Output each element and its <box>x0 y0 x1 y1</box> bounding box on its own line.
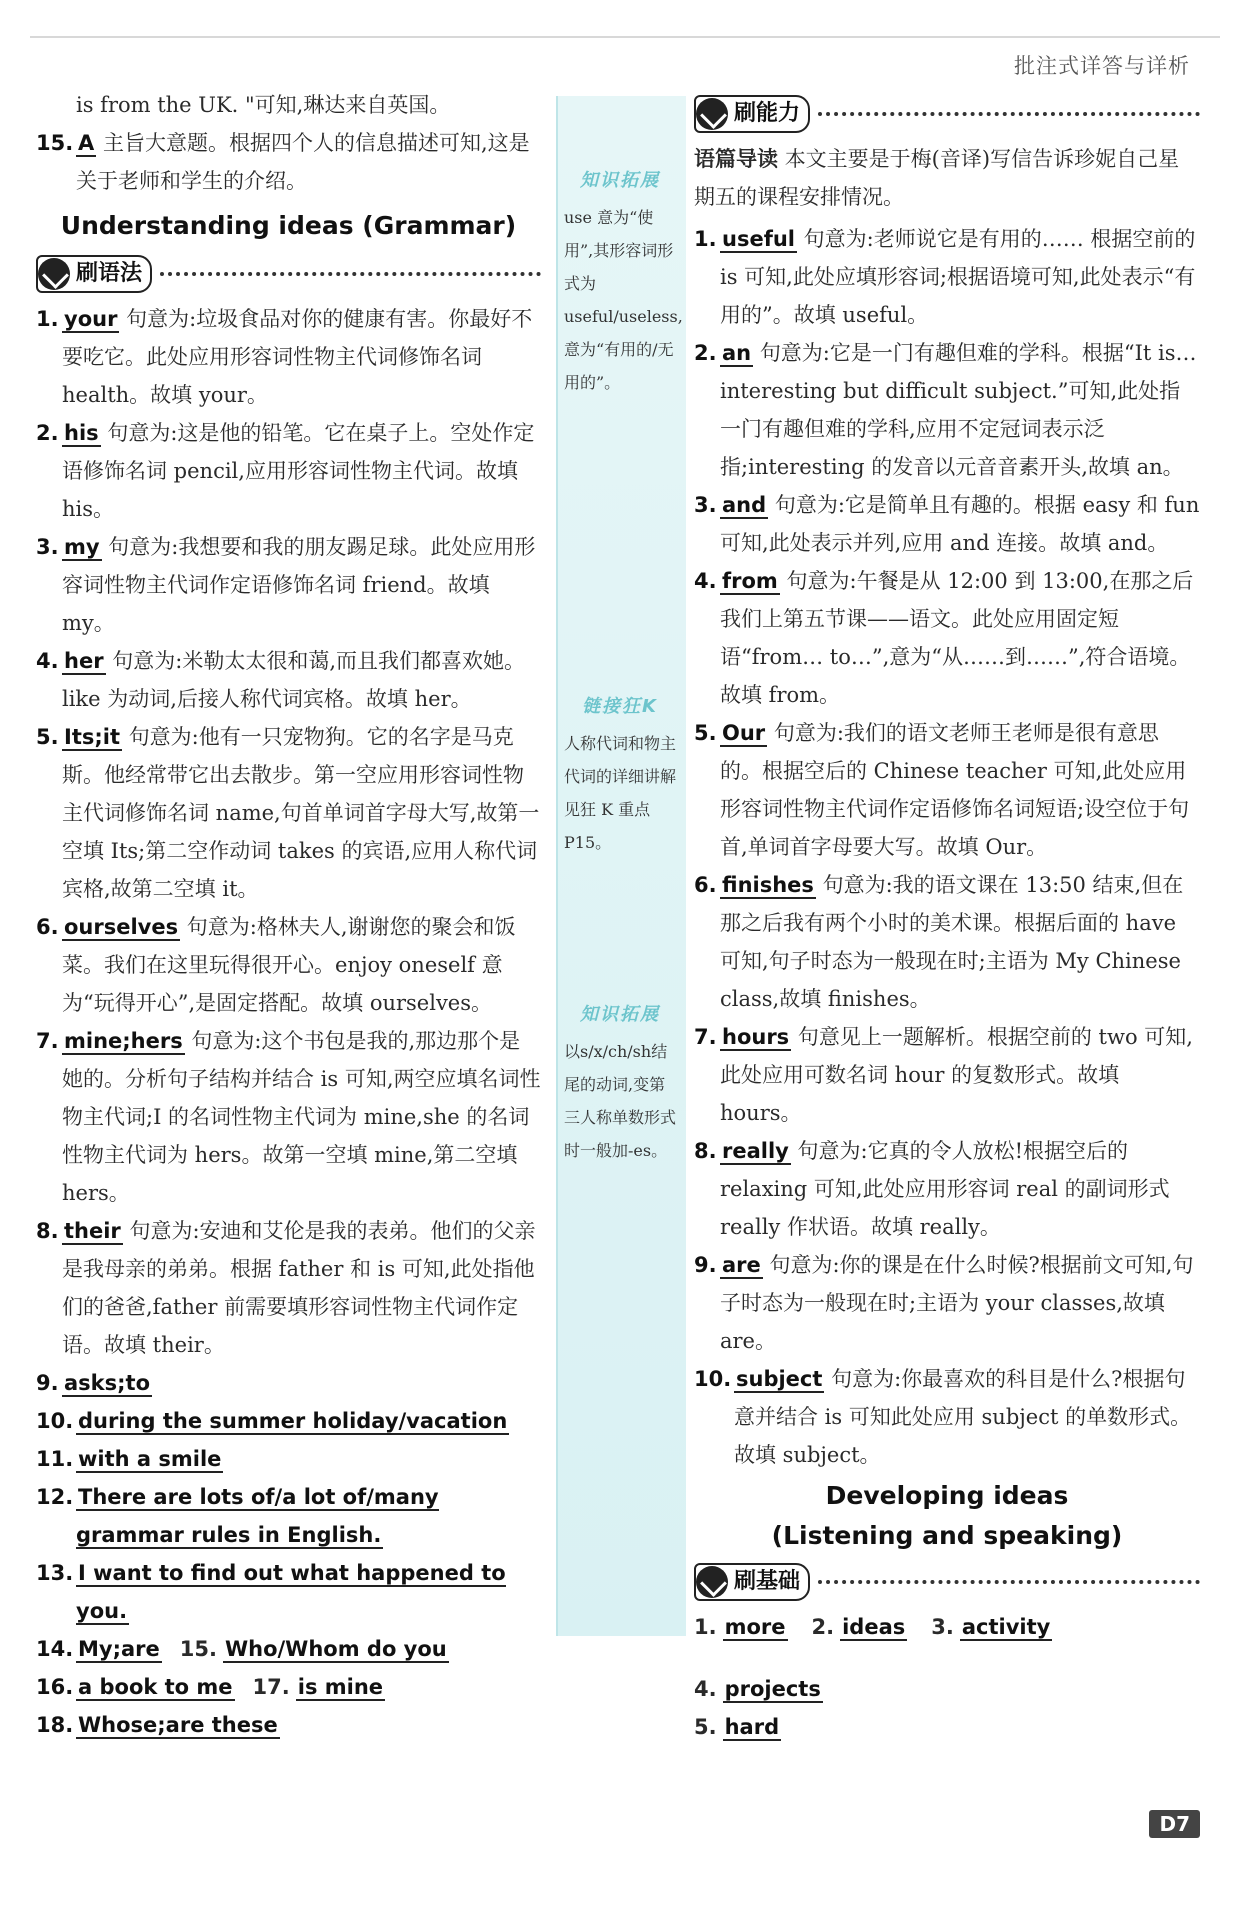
item-number: 5. <box>694 1715 717 1739</box>
item-answer: his <box>64 421 99 445</box>
pen-icon <box>696 98 728 130</box>
dotted-divider <box>160 272 541 276</box>
note-title: 知识拓展 <box>580 1004 660 1025</box>
item-number: 14. <box>36 1637 74 1661</box>
item-answer: her <box>64 649 104 673</box>
item-answer: more <box>724 1615 786 1639</box>
section-title: Understanding ideas (Grammar) <box>60 211 517 240</box>
item-number: 3. <box>694 493 717 517</box>
item-number: 6. <box>36 915 59 939</box>
item-number: 7. <box>694 1025 717 1049</box>
header-title: 批注式详答与详析 <box>1014 54 1190 78</box>
item-explanation: 句意为:它真的令人放松!根据空后的 relaxing 可知,此处应用形容词 real 的副词形式 really 作状语。故填 really。 <box>720 1139 1170 1239</box>
item-number: 8. <box>36 1219 59 1243</box>
answer-item <box>36 124 541 200</box>
item-number: 17. <box>252 1675 290 1699</box>
note-knowledge-2 <box>556 998 684 1171</box>
item-number: 1. <box>694 1615 717 1639</box>
item-explanation: 句意为:我们的语文老师王老师是很有意思的。根据空后的 Chinese teacher 可知,此处应用形容词性物主代词作定语修饰名词短语;设空位于句首,单词首字母要大写。故填 Our。 <box>720 721 1190 859</box>
intro-label: 语篇导读 <box>694 147 778 171</box>
item-answer: asks;to <box>64 1371 150 1395</box>
note-knowledge-1 <box>556 164 684 403</box>
answer-item <box>694 1132 1200 1246</box>
section-badge-row <box>694 1560 1200 1604</box>
answer-item <box>694 562 1200 714</box>
item-number: 10. <box>36 1409 74 1433</box>
item-number: 3. <box>36 535 59 559</box>
item-answer: A <box>78 131 95 155</box>
basic-answer <box>694 1608 788 1646</box>
item-answer: your <box>64 307 118 331</box>
item-number: 13. <box>36 1561 74 1585</box>
item-answer: There are lots of/a lot of/many grammar rules in English. <box>76 1485 439 1547</box>
basic-answers-row <box>694 1708 1200 1746</box>
item-number: 3. <box>931 1615 954 1639</box>
item-answer: Our <box>722 721 766 745</box>
pair-cell <box>253 1675 386 1699</box>
item-explanation: 句意为:我想要和我的朋友踢足球。此处应用形容词性物主代词作定语修饰名词 friend。故填 my。 <box>62 535 536 635</box>
badge-label: 刷基础 <box>734 1569 801 1594</box>
section-subtitle: (Listening and speaking) <box>771 1521 1123 1550</box>
section-badge-row <box>694 92 1200 136</box>
answer-item <box>36 414 541 528</box>
answer-item <box>694 866 1200 1018</box>
basic-answers-row <box>694 1608 1200 1708</box>
item-explanation: 主旨大意题。根据四个人的信息描述可知,这是关于老师和学生的介绍。 <box>76 131 530 193</box>
section-title: Developing ideas <box>825 1481 1069 1510</box>
item-answer: really <box>722 1139 789 1163</box>
basic-answer <box>694 1670 823 1708</box>
item-explanation: 句意为:我的语文课在 13:50 结束,但在那之后我有两个小时的美术课。根据后面的 have 可知,句子时态为一般现在时;主语为 My Chinese class,故填 finishes。 <box>720 873 1184 1011</box>
item-answer: ideas <box>842 1615 906 1639</box>
answer-item <box>694 1018 1200 1132</box>
basic-answer <box>694 1708 781 1746</box>
pair-cell <box>180 1637 449 1661</box>
item-answer: an <box>722 341 752 365</box>
page-number: D7 <box>1149 1810 1200 1838</box>
item-number: 8. <box>694 1139 717 1163</box>
item-answer: hard <box>724 1715 780 1739</box>
item-explanation: 句意为:它是简单且有趣的。根据 easy 和 fun 可知,此处表示并列,应用 and 连接。故填 and。 <box>720 493 1200 555</box>
item-answer: my <box>64 535 100 559</box>
note-text: 以s/x/ch/sh结尾的动词,变第三人称单数形式时一般加-es。 <box>564 1042 677 1160</box>
item-answer: Whose;are these <box>78 1713 278 1737</box>
item-number: 1. <box>36 307 59 331</box>
item-answer: are <box>722 1253 761 1277</box>
badge-label: 刷语法 <box>76 261 143 286</box>
item-answer: useful <box>722 227 795 251</box>
item-number: 4. <box>36 649 59 673</box>
item-answer: subject <box>736 1367 823 1391</box>
dotted-divider <box>818 112 1200 116</box>
item-number: 2. <box>694 341 717 365</box>
left-column <box>36 86 541 1744</box>
answer-item <box>36 1402 541 1440</box>
section-badge <box>694 95 810 133</box>
note-title: 知识拓展 <box>580 170 660 191</box>
answer-item <box>694 334 1200 486</box>
note-text: 人称代词和物主代词的详细讲解见狂 K 重点 P15。 <box>564 734 677 852</box>
note-link <box>556 690 684 863</box>
answer-item <box>36 718 541 908</box>
answer-item <box>36 1364 541 1402</box>
answer-item <box>694 1246 1200 1360</box>
answer-item <box>36 1212 541 1364</box>
item-answer: and <box>722 493 767 517</box>
answer-item <box>36 528 541 642</box>
item-answer: ourselves <box>64 915 179 939</box>
item-answer: from <box>722 569 778 593</box>
header-rule <box>30 36 1220 38</box>
item-number: 10. <box>694 1367 732 1391</box>
basic-answer <box>931 1608 1052 1646</box>
section-badge <box>694 1563 810 1601</box>
item-explanation: 句意见上一题解析。根据空前的 two 可知,此处应用可数名词 hour 的复数形式。故填 hours。 <box>720 1025 1193 1125</box>
answer-pair-row <box>36 1706 541 1744</box>
item-answer: activity <box>961 1615 1051 1639</box>
item-answer: hours <box>722 1025 790 1049</box>
item-number: 9. <box>36 1371 59 1395</box>
section-badge <box>36 255 152 293</box>
item-explanation: 句意为:这个书包是我的,那边那个是她的。分析句子结构并结合 is 可知,两空应填名词性物主代词;I 的名词性物主代词为 mine,she 的名词性物主代词为 hers。故第一空填 mine,第二空填 hers。 <box>62 1029 541 1205</box>
item-number: 1. <box>694 227 717 251</box>
item-number: 5. <box>694 721 717 745</box>
item-explanation: 句意为:米勒太太很和蔼,而且我们都喜欢她。like 为动词,后接人称代词宾格。故填 her。 <box>62 649 525 711</box>
item-number: 2. <box>811 1615 835 1639</box>
basic-answer <box>812 1608 908 1646</box>
pair-cell <box>36 1675 235 1699</box>
item-answer: Its;it <box>64 725 120 749</box>
pen-icon <box>696 1566 728 1598</box>
answer-item <box>694 1360 1200 1474</box>
pair-cell <box>36 1637 162 1661</box>
item-number: 7. <box>36 1029 59 1053</box>
item-number: 12. <box>36 1485 74 1509</box>
item-number: 4. <box>694 1677 717 1701</box>
intro-text: 本文主要是于梅(音译)写信告诉珍妮自己星期五的课程安排情况。 <box>694 147 1180 209</box>
item-number: 16. <box>36 1675 74 1699</box>
item-explanation: 句意为:这是他的铅笔。它在桌子上。空处作定语修饰名词 pencil,应用形容词性物主代词。故填 his。 <box>62 421 535 521</box>
item-answer: with a smile <box>78 1447 222 1471</box>
item-number: 15. <box>36 131 74 155</box>
badge-label: 刷能力 <box>734 101 801 126</box>
answer-item <box>36 1554 541 1630</box>
answer-item <box>36 1440 541 1478</box>
item-answer: is mine <box>297 1675 384 1699</box>
continued-line: is from the UK. "可知,琳达来自英国。 <box>76 93 451 117</box>
answer-item <box>36 1022 541 1212</box>
item-number: 15. <box>179 1637 217 1661</box>
section-badge-row <box>36 252 541 296</box>
answer-item <box>36 1478 541 1554</box>
item-explanation: 句意为:格林夫人,谢谢您的聚会和饭菜。我们在这里玩得很开心。enjoy oneself 意为“玩得开心”,是固定搭配。故填 ourselves。 <box>62 915 516 1015</box>
item-number: 6. <box>694 873 717 897</box>
note-title: 链接狂K <box>582 696 658 717</box>
item-answer: projects <box>724 1677 821 1701</box>
item-answer: My;are <box>78 1637 160 1661</box>
item-answer: their <box>64 1219 121 1243</box>
item-number: 11. <box>36 1447 74 1471</box>
answer-item <box>694 486 1200 562</box>
pair-cell <box>36 1713 280 1737</box>
item-explanation: 句意为:你最喜欢的科目是什么?根据句意并结合 is 可知此处应用 subject 的单数形式。故填 subject。 <box>734 1367 1192 1467</box>
answer-pair-row <box>36 1630 541 1668</box>
note-text: use 意为“使用”,其形容词形式为 useful/useless,意为“有用的/无用的”。 <box>564 208 683 392</box>
dotted-divider <box>818 1580 1200 1584</box>
item-answer: mine;hers <box>64 1029 183 1053</box>
answer-item <box>694 220 1200 334</box>
answer-item <box>36 642 541 718</box>
item-answer: a book to me <box>78 1675 233 1699</box>
item-explanation: 句意为:老师说它是有用的…… 根据空前的 is 可知,此处应填形容词;根据语境可知,此处表示“有用的”。故填 useful。 <box>720 227 1196 327</box>
right-column <box>694 88 1200 1746</box>
item-answer: during the summer holiday/vacation <box>78 1409 508 1433</box>
answer-pair-row <box>36 1668 541 1706</box>
item-number: 9. <box>694 1253 717 1277</box>
item-number: 2. <box>36 421 59 445</box>
item-explanation: 句意为:午餐是从 12:00 到 13:00,在那之后我们上第五节课——语文。此处应用固定短语“from… to…”,意为“从……到……”,符合语境。故填 from。 <box>720 569 1194 707</box>
item-answer: Who/Whom do you <box>224 1637 447 1661</box>
answer-item <box>36 300 541 414</box>
item-explanation: 句意为:安迪和艾伦是我的表弟。他们的父亲是我母亲的弟弟。根据 father 和 is 可知,此处指他们的爸爸,father 前需要填形容词性物主代词作定语。故填 their。 <box>62 1219 536 1357</box>
answer-item <box>694 714 1200 866</box>
passage-intro <box>694 140 1200 216</box>
item-answer: I want to find out what happened to you. <box>76 1561 506 1623</box>
answer-item <box>36 908 541 1022</box>
item-explanation: 句意为:它是一门有趣但难的学科。根据“It is… interesting but difficult subject.”可知,此处指一门有趣但难的学科,应用不定冠词表示泛指;interesting 的发音以元音音素开头,故填 an。 <box>720 341 1197 479</box>
item-answer: finishes <box>722 873 814 897</box>
item-number: 4. <box>694 569 717 593</box>
item-number: 5. <box>36 725 59 749</box>
pen-icon <box>38 258 70 290</box>
item-explanation: 句意为:垃圾食品对你的健康有害。你最好不要吃它。此处应用形容词性物主代词修饰名词 health。故填 your。 <box>62 307 533 407</box>
item-explanation: 句意为:他有一只宠物狗。它的名字是马克斯。他经常带它出去散步。第一空应用形容词性物主代词修饰名词 name,句首单词首字母大写,故第一空填 Its;第二空作动词 takes 的宾语,应用人称代词宾格,故第二空填 it。 <box>62 725 540 901</box>
item-number: 18. <box>36 1713 74 1737</box>
item-explanation: 句意为:你的课是在什么时候?根据前文可知,句子时态为一般现在时;主语为 your classes,故填 are。 <box>720 1253 1194 1353</box>
